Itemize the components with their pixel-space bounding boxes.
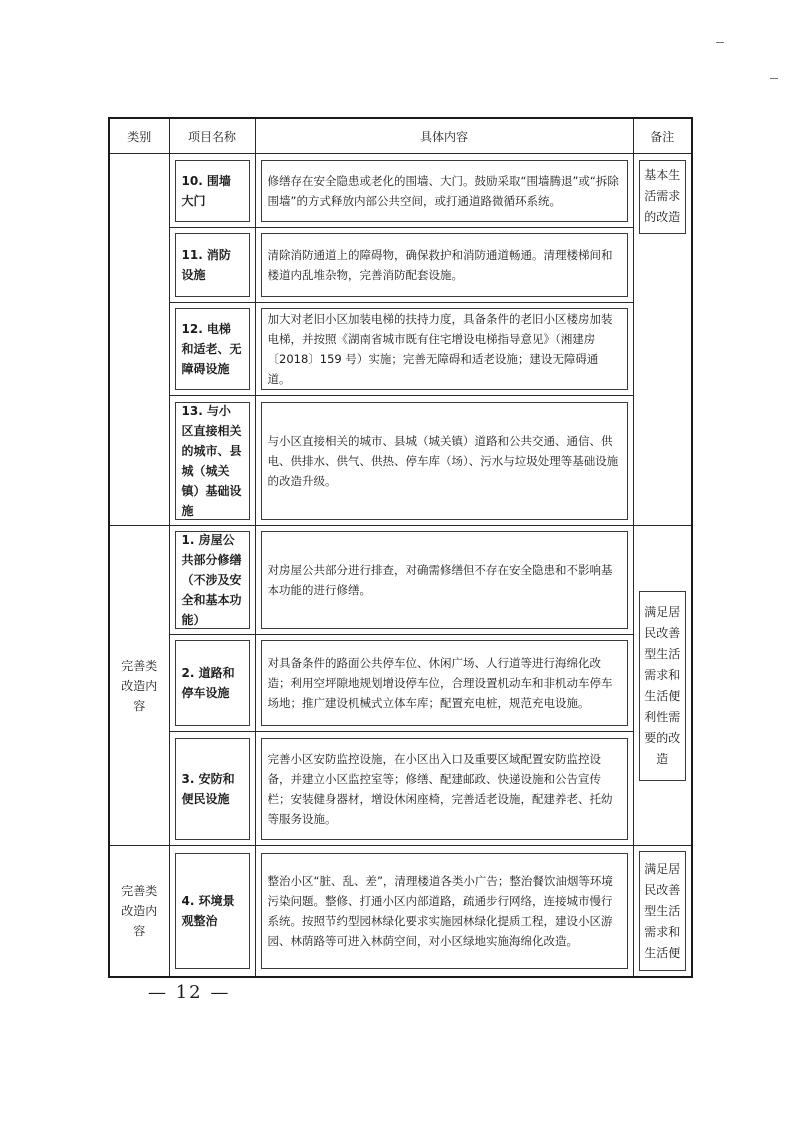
project-name: 13. 与小区直接相关的城市、县城（城关镇）基础设施 bbox=[175, 402, 250, 520]
project-content: 完善小区安防监控设施，在小区出入口及重要区域配置安防监控设备，并建立小区监控室等；修缮、配建邮政、快递设施和公告宣传栏；安装健身器材，增设休闲座椅，完善适老设施，配建养老、托幼等服务设施。 bbox=[261, 738, 628, 840]
project-content: 与小区直接相关的城市、县城（城关镇）道路和公共交通、通信、供电、供排水、供气、供热、停车库（场）、污水与垃圾处理等基础设施的改造升级。 bbox=[261, 402, 628, 520]
project-name: 11. 消防设施 bbox=[175, 233, 250, 297]
header-remark: 备注 bbox=[633, 118, 692, 154]
category-cell-improve-2 bbox=[109, 846, 169, 978]
project-name: 12. 电梯和适老、无障碍设施 bbox=[175, 308, 250, 390]
table-row bbox=[109, 228, 692, 303]
header-project-name: 项目名称 bbox=[169, 118, 255, 154]
project-content: 对房屋公共部分进行排查，对确需修缮但不存在安全隐患和不影响基本功能的进行修缮。 bbox=[261, 531, 628, 629]
remark-cell-basic bbox=[633, 154, 692, 526]
remark-text: 满足居民改善型生活需求和生活便 bbox=[639, 851, 687, 971]
scan-mark bbox=[716, 42, 724, 43]
project-content: 修缮存在安全隐患或老化的围墙、大门。鼓励采取“围墙腾退”或“拆除围墙”的方式释放内部公共空间，或打通道路微循环系统。 bbox=[261, 160, 628, 222]
remark-cell-improve bbox=[633, 526, 692, 846]
renovation-table bbox=[108, 117, 693, 978]
project-name: 1. 房屋公共部分修缮（不涉及安全和基本功能） bbox=[175, 531, 250, 629]
scan-mark bbox=[770, 78, 778, 79]
table-row bbox=[109, 396, 692, 526]
table-row bbox=[109, 846, 692, 978]
header-category: 类别 bbox=[109, 118, 169, 154]
remark-cell-improve-2 bbox=[633, 846, 692, 978]
category-text: 完善类改造内容 bbox=[121, 658, 158, 713]
category-cell-basic bbox=[109, 154, 169, 526]
project-content: 整治小区“脏、乱、差”，清理楼道各类小广告；整治餐饮油烟等环境污染问题。整修、打通小区内部道路，疏通步行网络，连接城市慢行系统。按照节约型园林绿化要求实施园林绿化提质工程，建设小区游园、林荫路等可进入林荫空间，对小区绿地实施海绵化改造。 bbox=[261, 853, 628, 969]
table-header-row bbox=[109, 118, 692, 154]
remark-text: 满足居民改善型生活需求和生活便利性需要的改造 bbox=[639, 591, 687, 781]
table-row bbox=[109, 154, 692, 228]
category-cell-improve bbox=[109, 526, 169, 846]
project-name: 10. 围墙大门 bbox=[175, 160, 250, 222]
header-content: 具体内容 bbox=[255, 118, 633, 154]
remark-text: 基本生活需求的改造 bbox=[639, 160, 687, 234]
project-content: 对具备条件的路面公共停车位、休闲广场、人行道等进行海绵化改造；利用空坪隙地规划增设停车位，合理设置机动车和非机动车停车场地；推广建设机械式立体车库；配置充电桩，规范充电设施。 bbox=[261, 640, 628, 726]
category-text: 完善类改造内容 bbox=[121, 884, 158, 938]
page-number: — 12 — bbox=[148, 982, 231, 1003]
project-name: 2. 道路和停车设施 bbox=[175, 640, 250, 726]
table-row bbox=[109, 732, 692, 846]
project-name: 3. 安防和便民设施 bbox=[175, 738, 250, 840]
project-content: 加大对老旧小区加装电梯的扶持力度，具备条件的老旧小区楼房加装电梯，并按照《湖南省城市既有住宅增设电梯指导意见》（湘建房〔2018〕159 号）实施；完善无障碍和适老设施；建设无障碍通道。 bbox=[261, 308, 628, 390]
project-name: 4. 环境景观整治 bbox=[175, 853, 250, 969]
table-row bbox=[109, 635, 692, 732]
project-content: 清除消防通道上的障碍物，确保救护和消防通道畅通。清理楼梯间和楼道内乱堆杂物，完善消防配套设施。 bbox=[261, 233, 628, 297]
table-row bbox=[109, 526, 692, 635]
table-row bbox=[109, 303, 692, 396]
